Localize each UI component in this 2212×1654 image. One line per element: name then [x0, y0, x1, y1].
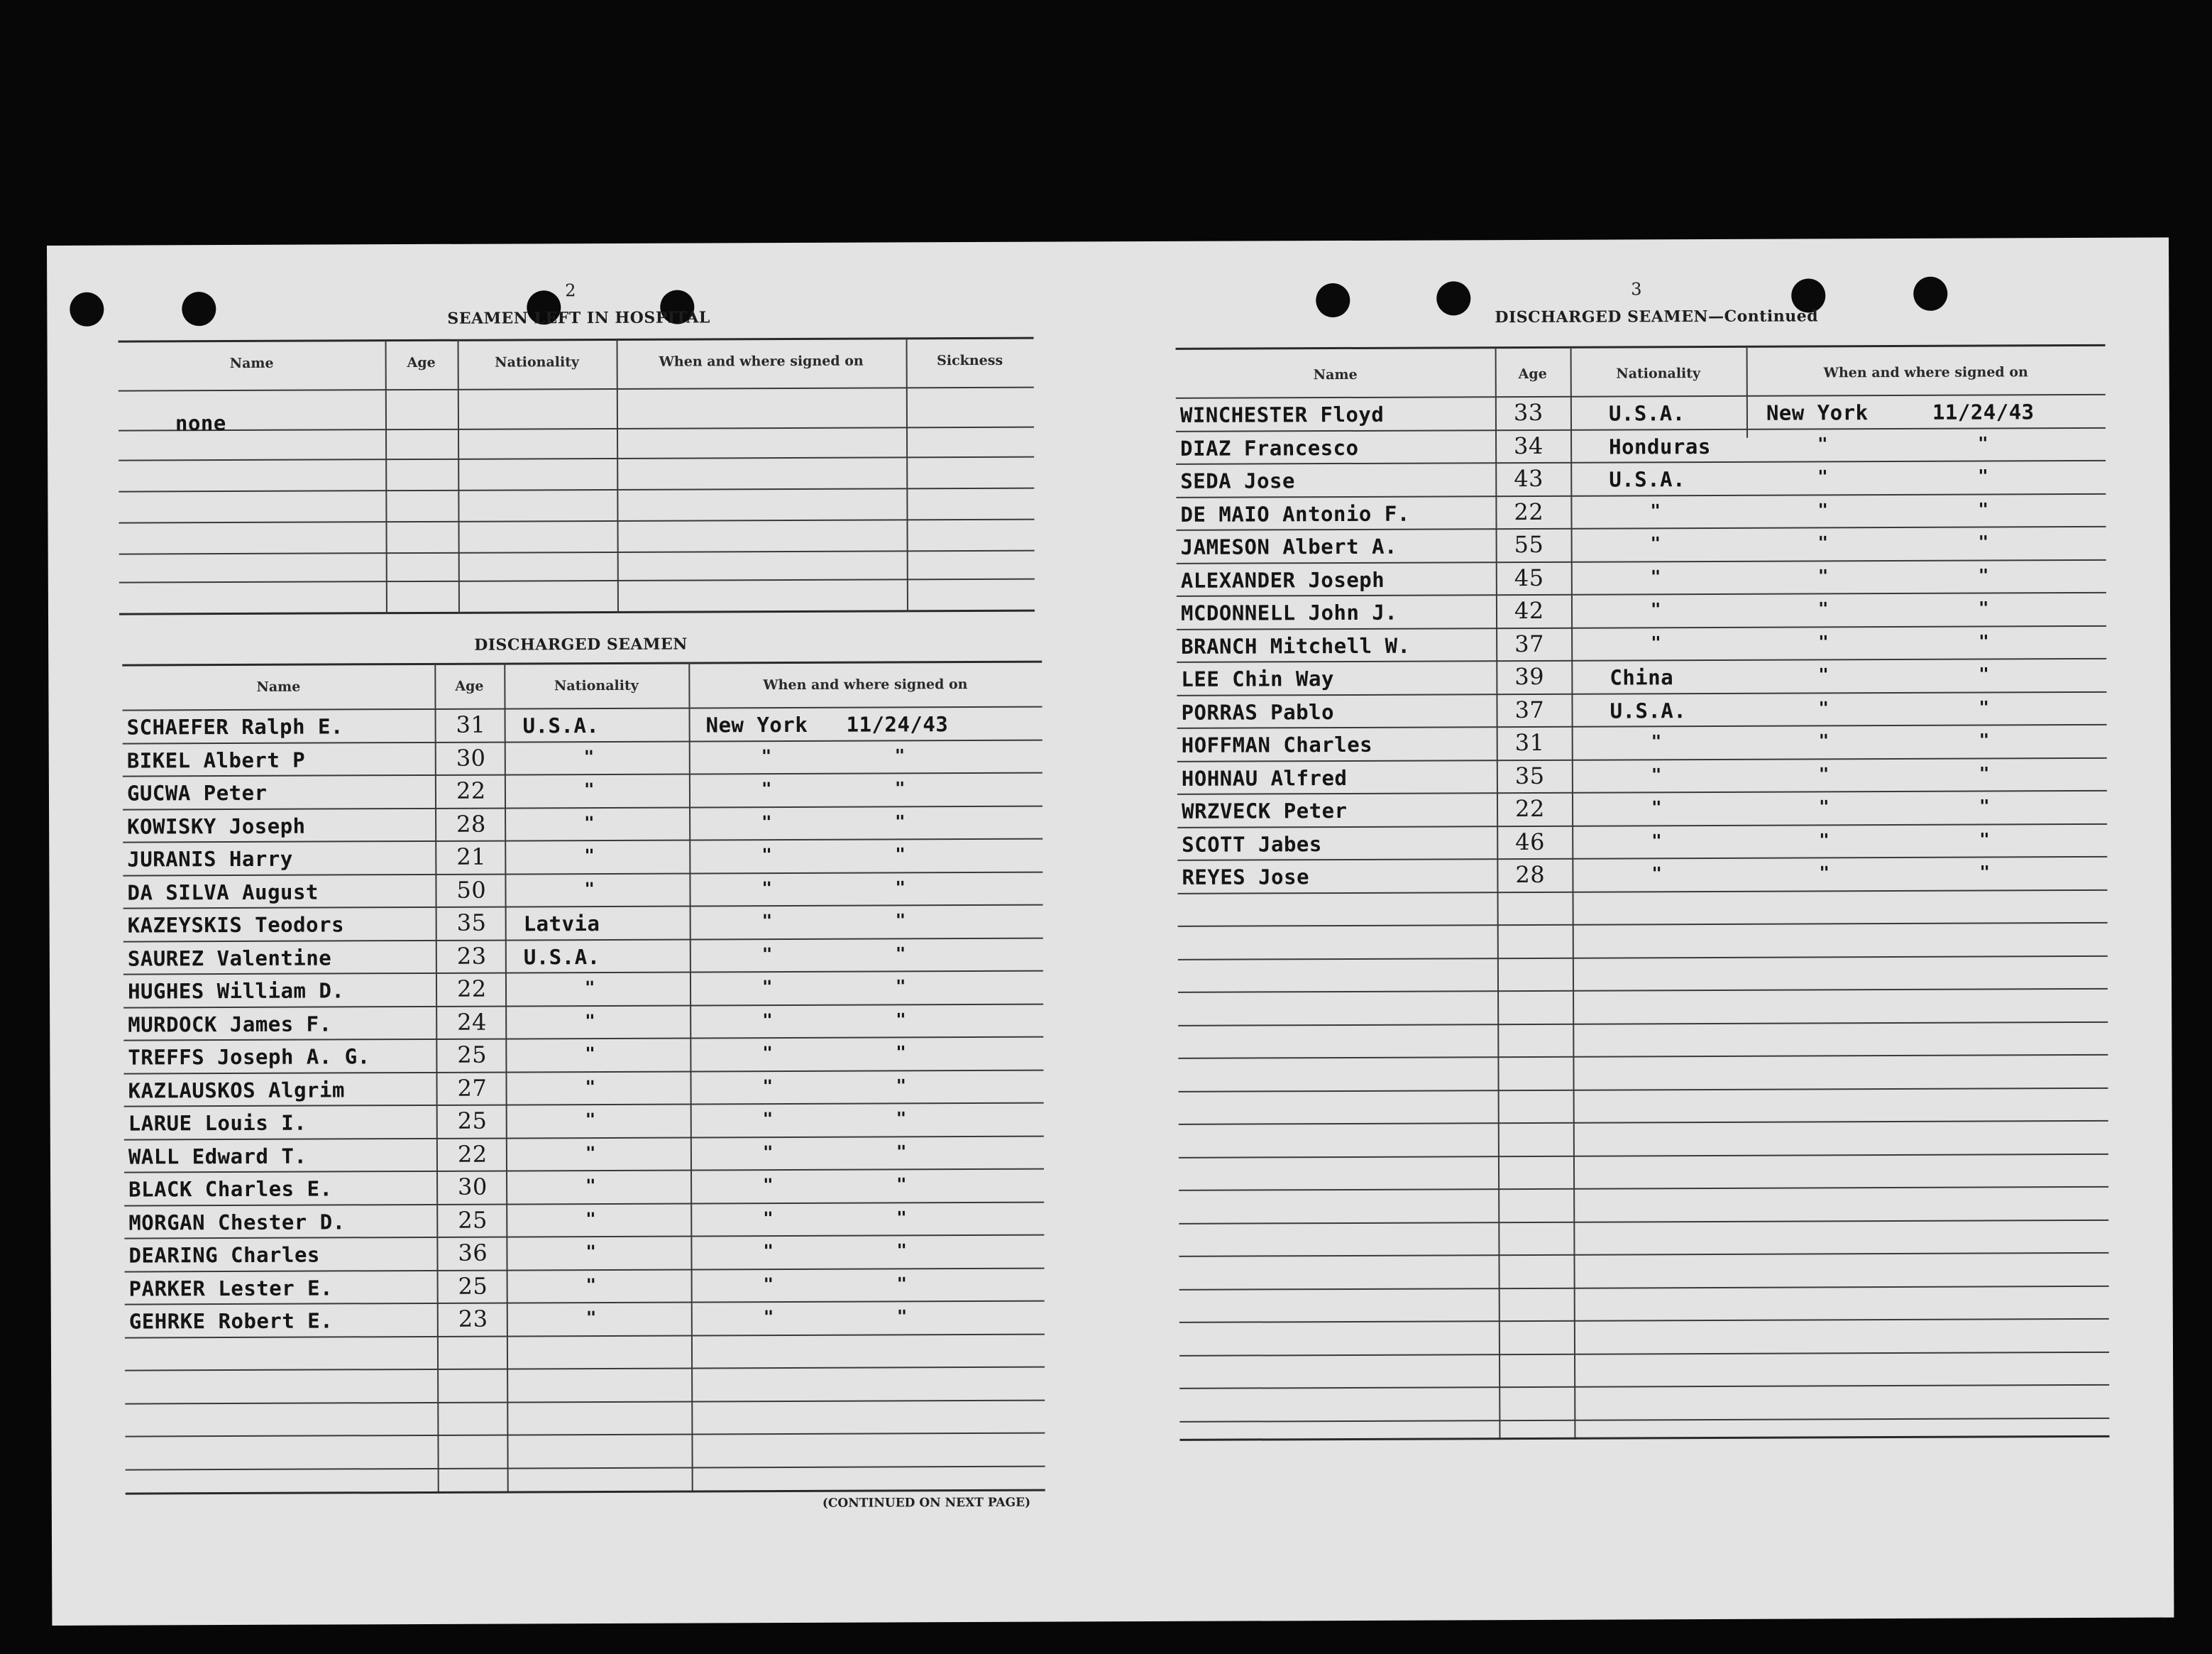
discharged-continued-title: DISCHARGED SEAMEN—Continued [1495, 307, 1819, 327]
signed-on-place: " [761, 911, 773, 931]
seaman-age: 22 [456, 777, 486, 804]
signed-on-date: " [896, 1009, 906, 1029]
seaman-name: WRZVECK Peter [1182, 798, 1348, 823]
page-number-right: 3 [1631, 279, 1642, 300]
seaman-name: HOFFMAN Charles [1181, 732, 1373, 757]
seaman-name: WALL Edward T. [128, 1144, 307, 1169]
seaman-nationality: " [585, 1142, 596, 1163]
seaman-nationality: " [585, 1208, 596, 1229]
seaman-name: WINCHESTER Floyd [1179, 402, 1385, 427]
row-rule [1179, 1318, 2109, 1323]
row-rule [124, 1135, 1044, 1140]
signed-on-place: " [763, 1207, 774, 1228]
signed-on-place: " [1818, 730, 1829, 751]
seaman-nationality: " [585, 1308, 597, 1328]
punch-hole [1913, 277, 1947, 311]
row-rule [1176, 460, 2106, 465]
row-rule [1176, 493, 2106, 498]
row-rule [1179, 1351, 2109, 1356]
table-bottom-rule [126, 1489, 1045, 1495]
seaman-nationality: " [585, 1010, 595, 1031]
signed-on-place: " [762, 1109, 774, 1129]
row-rule [124, 1168, 1044, 1173]
seaman-age: 22 [1514, 794, 1545, 823]
hospital-header-name: Name [229, 355, 274, 372]
signed-on-place: " [1819, 862, 1829, 883]
seaman-age: 27 [457, 1074, 488, 1102]
seaman-name: DEARING Charles [128, 1242, 320, 1268]
punch-hole [70, 292, 104, 327]
seaman-nationality: " [583, 746, 595, 767]
row-rule [1177, 856, 2107, 861]
seaman-age: 22 [1514, 498, 1544, 525]
signed-on-date: " [896, 1108, 907, 1129]
row-rule [1177, 592, 2106, 597]
seaman-name: MORGAN Chester D. [128, 1209, 346, 1235]
signed-on-place: " [761, 745, 772, 766]
seaman-nationality: " [584, 845, 595, 866]
right-header-age: Age [1518, 366, 1547, 383]
signed-on-place: " [762, 1043, 773, 1063]
seaman-nationality: U.S.A. [522, 713, 600, 738]
signed-on-date: " [1979, 862, 1990, 882]
signed-on-place: " [1817, 532, 1829, 553]
seaman-nationality: " [1650, 500, 1661, 520]
signed-on-place: " [763, 1175, 774, 1195]
row-rule [1179, 1384, 2109, 1389]
row-rule [1178, 1021, 2108, 1026]
seaman-age: 50 [456, 876, 487, 904]
continued-note: (CONTINUED ON NEXT PAGE) [822, 1495, 1031, 1511]
hospital-title: SEAMEN LEFT IN HOSPITAL [447, 308, 710, 328]
seaman-age: 28 [1515, 860, 1546, 889]
seaman-age: 25 [458, 1272, 488, 1300]
seaman-age: 31 [456, 711, 486, 738]
hospital-header-nationality: Nationality [495, 354, 580, 371]
seaman-nationality: " [1651, 863, 1662, 884]
row-rule [1178, 988, 2108, 993]
seaman-age: 30 [458, 1173, 488, 1200]
signed-on-date: 11/24/43 [1932, 400, 2035, 425]
page-number-left: 2 [565, 280, 576, 301]
signed-on-place: " [763, 1307, 774, 1327]
signed-on-place: New York [1766, 400, 1869, 425]
signed-on-date: " [1978, 598, 1989, 618]
seaman-nationality: " [585, 1274, 597, 1295]
seaman-name: HUGHES William D. [127, 978, 345, 1004]
signed-on-date: " [1979, 828, 1990, 850]
seaman-age: 25 [457, 1041, 488, 1068]
hospital-entry: none [175, 411, 226, 436]
hospital-header-age: Age [407, 354, 436, 371]
seaman-age: 43 [1514, 464, 1544, 493]
row-rule [123, 904, 1043, 909]
row-rule [1178, 889, 2108, 894]
seaman-name: HOHNAU Alfred [1181, 765, 1348, 791]
signed-on-place: " [761, 977, 773, 997]
row-rule [1177, 625, 2106, 630]
discharged-table-left [122, 661, 1045, 1495]
seaman-name: KAZEYSKIS Teodors [127, 912, 345, 938]
seaman-name: KAZLAUSKOS Algrim [128, 1077, 345, 1103]
hospital-header-signed-on: When and where signed on [659, 353, 864, 370]
seaman-nationality: " [583, 779, 595, 800]
seaman-age: 25 [457, 1107, 488, 1134]
row-rule [1176, 427, 2106, 432]
seaman-name: MURDOCK James F. [128, 1011, 332, 1037]
seaman-age: 36 [458, 1239, 488, 1266]
signed-on-date: " [894, 778, 906, 799]
row-rule [125, 1399, 1045, 1404]
discharged-title: DISCHARGED SEAMEN [474, 635, 688, 655]
seaman-name: JAMESON Albert A. [1180, 534, 1398, 559]
seaman-nationality: U.S.A. [1608, 401, 1685, 426]
signed-on-date: " [896, 1042, 906, 1063]
seaman-name: BIKEL Albert P [126, 747, 306, 773]
seaman-name: BRANCH Mitchell W. [1181, 633, 1411, 659]
row-rule [123, 838, 1042, 843]
row-rule [1177, 790, 2107, 795]
seaman-name: LEE Chin Way [1181, 667, 1334, 691]
seaman-name: MCDONNELL John J. [1180, 600, 1398, 625]
seaman-age: 34 [1514, 432, 1544, 459]
signed-on-place: " [761, 779, 772, 799]
signed-on-date: " [895, 877, 906, 897]
row-rule [125, 1267, 1045, 1272]
seaman-nationality: " [1650, 533, 1661, 554]
seaman-age: 42 [1514, 596, 1544, 625]
seaman-name: SCOTT Jabes [1182, 831, 1322, 857]
signed-on-date: " [1979, 796, 1990, 816]
signed-on-place: " [1819, 829, 1829, 850]
seaman-nationality: " [1651, 830, 1662, 850]
seaman-nationality: U.S.A. [523, 944, 600, 969]
signed-on-place: " [761, 943, 773, 964]
seaman-age: 28 [456, 810, 486, 838]
discharged-header-nationality: Nationality [554, 677, 639, 694]
seaman-nationality: " [1650, 566, 1661, 586]
signed-on-place: " [762, 1075, 774, 1096]
seaman-nationality: " [585, 1176, 596, 1196]
signed-on-place: " [1817, 565, 1829, 586]
seaman-name: PORRAS Pablo [1181, 699, 1335, 725]
signed-on-date: " [1979, 696, 1990, 718]
seaman-name: SAUREZ Valentine [127, 945, 332, 971]
right-header-signed-on: When and where signed on [1823, 364, 2028, 381]
row-rule [1179, 1087, 2108, 1092]
signed-on-date: " [896, 1141, 907, 1161]
signed-on-date: " [1979, 730, 1990, 750]
signed-on-place: " [1817, 598, 1829, 619]
signed-on-date: " [1978, 532, 1989, 552]
row-rule [1179, 1219, 2108, 1224]
row-rule [1179, 1153, 2108, 1158]
row-rule [123, 1069, 1043, 1074]
seaman-age: 35 [1514, 762, 1545, 789]
row-rule [1177, 658, 2106, 663]
seaman-age: 37 [1514, 696, 1545, 723]
seaman-nationality: " [585, 1110, 596, 1130]
signed-on-place: " [761, 811, 772, 832]
hospital-table [119, 337, 1035, 618]
seaman-age: 35 [456, 909, 487, 936]
row-rule [1179, 1120, 2108, 1125]
row-rule [124, 1102, 1044, 1107]
signed-on-place: " [1817, 466, 1828, 487]
punch-hole [182, 292, 216, 326]
seaman-nationality: " [1651, 764, 1662, 784]
signed-on-place: " [1818, 664, 1829, 685]
seaman-age: 25 [458, 1206, 488, 1234]
signed-on-date: " [896, 1240, 907, 1261]
seaman-name: JURANIS Harry [127, 846, 293, 872]
seaman-nationality: " [585, 1076, 596, 1097]
seaman-nationality: U.S.A. [1610, 698, 1687, 723]
signed-on-date: " [1978, 498, 1988, 520]
row-rule [1177, 757, 2107, 762]
signed-on-place: " [763, 1241, 774, 1261]
row-rule [1178, 1054, 2108, 1059]
row-rule [123, 970, 1043, 975]
seaman-age: 37 [1514, 630, 1544, 657]
seaman-age: 46 [1515, 828, 1546, 855]
row-rule [1178, 922, 2108, 927]
row-rule [123, 1036, 1043, 1041]
table-bottom-rule [1179, 1435, 2109, 1441]
seaman-name: DA SILVA August [127, 880, 319, 905]
signed-on-place: New York [705, 712, 808, 738]
seaman-nationality: " [584, 878, 595, 899]
row-rule [124, 1234, 1044, 1239]
seaman-name: REYES Jose [1182, 865, 1310, 889]
row-rule [123, 805, 1042, 810]
row-rule [124, 1201, 1044, 1206]
seaman-nationality: " [584, 977, 595, 998]
row-rule [1179, 1252, 2108, 1257]
row-rule [1177, 823, 2107, 828]
row-rule [123, 871, 1042, 876]
signed-on-date: " [895, 844, 906, 865]
row-rule [1177, 526, 2106, 531]
row-rule [1179, 1417, 2109, 1422]
seaman-nationality: " [1650, 599, 1661, 620]
row-rule [1177, 724, 2107, 729]
signed-on-place: " [1818, 697, 1829, 718]
row-rule [125, 1333, 1045, 1338]
seaman-name: KOWISKY Joseph [127, 814, 306, 839]
seaman-name: BLACK Charles E. [128, 1176, 333, 1202]
seaman-age: 23 [456, 942, 487, 970]
discharged-header-signed-on: When and where signed on [763, 677, 968, 694]
seaman-age: 24 [457, 1008, 487, 1036]
seaman-name: GUCWA Peter [126, 780, 268, 806]
signed-on-date: " [896, 1075, 907, 1095]
seaman-nationality: Honduras [1609, 434, 1711, 459]
signed-on-date: " [895, 811, 906, 831]
seaman-nationality: " [585, 1044, 595, 1064]
signed-on-place: " [1818, 631, 1829, 652]
row-rule [1178, 955, 2108, 960]
seaman-name: LARUE Louis I. [128, 1110, 307, 1136]
signed-on-date: " [896, 1207, 907, 1227]
seaman-name: PARKER Lester E. [128, 1275, 334, 1301]
discharged-header-age: Age [455, 678, 484, 694]
punch-hole [1316, 283, 1350, 317]
seaman-name: TREFFS Joseph A. G. [128, 1044, 370, 1070]
row-rule [1177, 691, 2106, 696]
discharged-table-right [1176, 344, 2110, 1441]
row-rule [123, 937, 1043, 942]
seaman-nationality: " [585, 1242, 596, 1262]
signed-on-date: " [896, 1174, 907, 1195]
signed-on-date: " [1979, 664, 1989, 684]
row-rule [125, 1300, 1045, 1305]
row-rule [125, 1367, 1045, 1371]
seaman-age: 21 [456, 843, 487, 870]
signed-on-date: " [1979, 630, 1989, 652]
signed-on-date: " [1979, 762, 1990, 784]
signed-on-date: " [1978, 432, 1988, 454]
signed-on-place: " [761, 877, 772, 898]
row-rule [1179, 1186, 2108, 1191]
seaman-nationality: " [1651, 731, 1662, 752]
right-header-name: Name [1313, 366, 1358, 383]
seaman-age: 55 [1514, 530, 1544, 559]
signed-on-place: " [763, 1274, 774, 1294]
row-rule [126, 1465, 1045, 1470]
signed-on-place: " [1817, 499, 1828, 520]
seaman-age: 45 [1514, 564, 1544, 591]
seaman-nationality: China [1610, 665, 1674, 690]
signed-on-place: " [762, 1141, 774, 1162]
discharged-header-name: Name [256, 679, 301, 695]
signed-on-date: " [895, 976, 906, 997]
right-header-nationality: Nationality [1616, 366, 1701, 382]
signed-on-place: " [762, 1009, 773, 1030]
row-rule [123, 772, 1042, 777]
signed-on-place: " [1818, 763, 1829, 784]
punch-hole [1436, 281, 1470, 315]
seaman-name: ALEXANDER Joseph [1180, 567, 1385, 593]
seaman-age: 30 [456, 744, 486, 772]
signed-on-place: " [761, 845, 772, 865]
seaman-name: SEDA Jose [1180, 469, 1295, 493]
seaman-nationality: Latvia [523, 911, 600, 936]
row-rule [123, 1003, 1043, 1008]
seaman-nationality: " [1651, 797, 1662, 818]
signed-on-date: " [895, 943, 906, 963]
signed-on-date: " [895, 910, 906, 931]
seaman-age: 33 [1513, 398, 1544, 427]
seaman-age: 22 [456, 975, 487, 1002]
seaman-nationality: " [584, 812, 595, 833]
signed-on-date: " [1978, 466, 1988, 486]
seaman-age: 39 [1514, 662, 1545, 691]
signed-on-date: " [1978, 564, 1989, 586]
crew-list-sheet [47, 238, 2174, 1626]
row-rule [1177, 559, 2106, 564]
seaman-age: 23 [458, 1305, 488, 1332]
row-rule [123, 739, 1042, 744]
seaman-nationality: U.S.A. [1609, 467, 1686, 492]
signed-on-place: " [1818, 796, 1829, 817]
seaman-name: SCHAEFER Ralph E. [126, 714, 343, 740]
signed-on-place: " [1817, 433, 1828, 454]
seaman-name: DE MAIO Antonio F. [1180, 501, 1410, 527]
seaman-name: GEHRKE Robert E. [128, 1308, 334, 1334]
seaman-age: 22 [457, 1140, 488, 1168]
signed-on-date: " [896, 1306, 908, 1327]
seaman-name: DIAZ Francesco [1180, 435, 1359, 461]
signed-on-date: " [894, 745, 906, 765]
seaman-nationality: " [1651, 632, 1661, 652]
signed-on-date: " [896, 1273, 908, 1293]
seaman-age: 31 [1514, 728, 1545, 757]
hospital-header-sickness: Sickness [937, 352, 1003, 369]
row-rule [125, 1433, 1045, 1437]
row-rule [1179, 1285, 2109, 1290]
signed-on-date: 11/24/43 [846, 712, 949, 737]
